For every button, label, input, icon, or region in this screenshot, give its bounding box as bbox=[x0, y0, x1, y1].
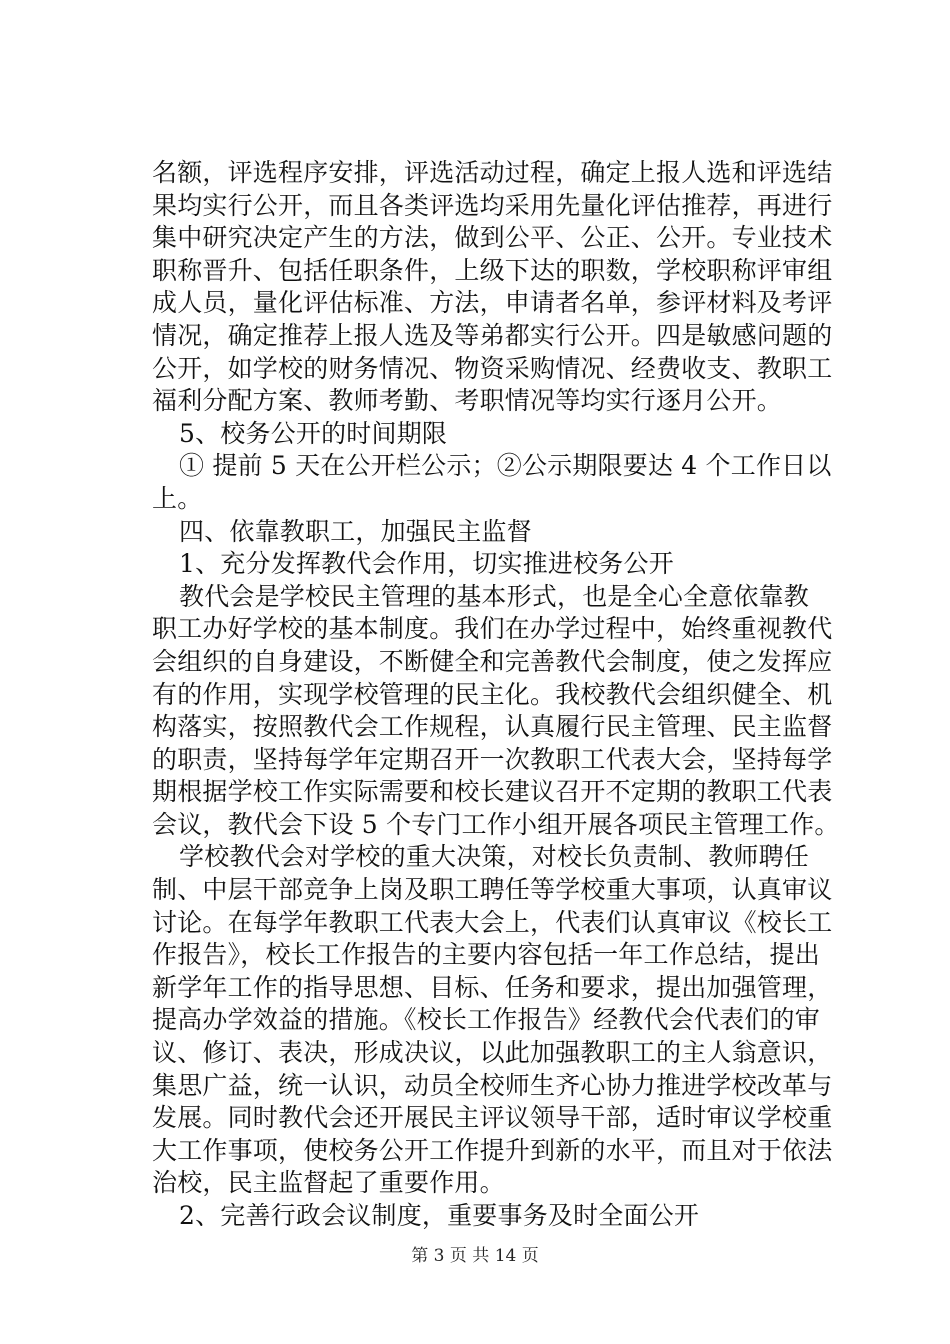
text-line: 大工作事项，使校务公开工作提升到新的水平，而且对于依法 bbox=[152, 1135, 833, 1165]
text-line: 提高办学效益的措施。《校长工作报告》经教代会代表们的审 bbox=[152, 1005, 820, 1035]
text-line: 治校，民主监督起了重要作用。 bbox=[152, 1168, 505, 1198]
text-line: 集思广益，统一认识，动员全校师生齐心协力推进学校改革与 bbox=[152, 1070, 833, 1100]
text-line: 议、修订、表决，形成决议，以此加强教职工的主人翁意识， bbox=[152, 1038, 833, 1068]
text-line: 有的作用，实现学校管理的民主化。我校教代会组织健全、机 bbox=[152, 679, 833, 709]
text-line: 公开，如学校的财务情况、物资采购情况、经费收支、教职工 bbox=[152, 353, 833, 383]
text-line: 5、校务公开的时间期限 bbox=[179, 418, 448, 448]
text-line: 学校教代会对学校的重大决策，对校长负责制、教师聘任 bbox=[179, 842, 810, 872]
text-line: 名额，评选程序安排，评选活动过程，确定上报人选和评选结 bbox=[152, 158, 833, 187]
document-body bbox=[152, 157, 840, 1233]
text-line: 发展。同时教代会还开展民主评议领导干部，适时审议学校重 bbox=[152, 1103, 833, 1133]
text-line: 教代会是学校民主管理的基本形式，也是全心全意依靠教 bbox=[179, 581, 810, 611]
text-line: 新学年工作的指导思想、目标、任务和要求，提出加强管理， bbox=[152, 972, 833, 1002]
text-line: 会议，教代会下设 5 个专门工作小组开展各项民主管理工作。 bbox=[152, 809, 840, 839]
text-line: 期根据学校工作实际需要和校长建议召开不定期的教职工代表 bbox=[152, 777, 833, 807]
text-line: 1、充分发挥教代会作用，切实推进校务公开 bbox=[179, 549, 674, 579]
text-line: ① 提前 5 天在公开栏公示；②公示期限要达 4 个工作日以 bbox=[179, 451, 832, 481]
text-line: 上。 bbox=[152, 483, 203, 513]
text-line: 福利分配方案、教师考勤、考职情况等均实行逐月公开。 bbox=[152, 386, 783, 416]
text-line: 情况，确定推荐上报人选及等弟都实行公开。四是敏感问题的 bbox=[152, 320, 833, 350]
text-line: 职称晋升、包括任职条件，上级下达的职数，学校职称评审组 bbox=[152, 255, 833, 285]
text-line: 会组织的自身建设，不断健全和完善教代会制度，使之发挥应 bbox=[152, 646, 833, 676]
text-line: 2、完善行政会议制度，重要事务及时全面公开 bbox=[179, 1201, 700, 1230]
text-line: 制、中层干部竞争上岗及职工聘任等学校重大事项，认真审议 bbox=[152, 875, 833, 905]
page-footer: 第 3 页 共 14 页 bbox=[411, 1246, 539, 1266]
text-line: 果均实行公开，而且各类评选均采用先量化评估推荐，再进行 bbox=[152, 190, 833, 220]
text-line: 作报告》，校长工作报告的主要内容包括一年工作总结，提出 bbox=[152, 940, 820, 970]
text-line: 职工办好学校的基本制度。我们在办学过程中，始终重视教代 bbox=[152, 614, 833, 644]
text-line: 成人员，量化评估标准、方法，申请者名单，参评材料及考评 bbox=[152, 288, 833, 318]
text-line: 的职责，坚持每学年定期召开一次教职工代表大会，坚持每学 bbox=[152, 744, 833, 774]
text-line: 讨论。在每学年教职工代表大会上，代表们认真审议《校长工 bbox=[152, 907, 833, 937]
text-line: 集中研究决定产生的方法，做到公平、公正、公开。专业技术 bbox=[152, 223, 833, 253]
text-line: 构落实，按照教代会工作规程，认真履行民主管理、民主监督 bbox=[152, 712, 833, 742]
text-line: 四、依靠教职工，加强民主监督 bbox=[179, 516, 532, 546]
